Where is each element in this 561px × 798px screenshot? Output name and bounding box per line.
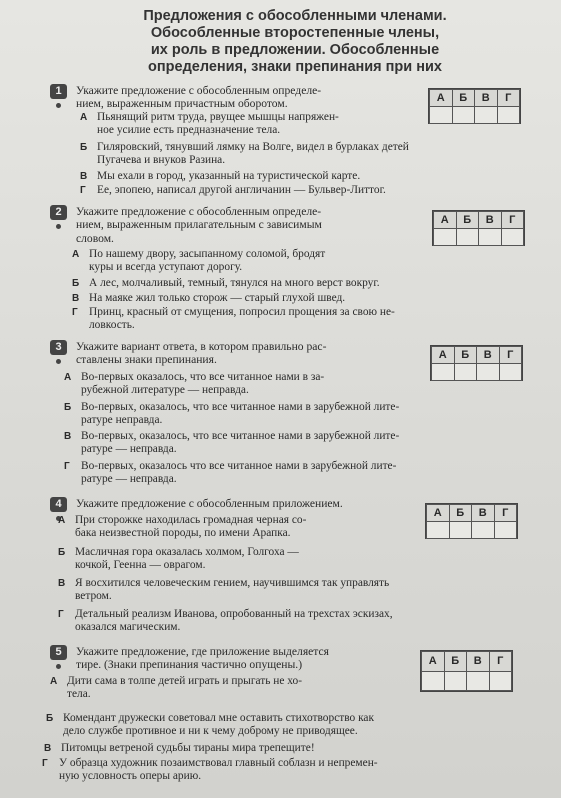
answer-cell[interactable] bbox=[475, 107, 498, 124]
option-text: Детальный реализм Иванова, опробованный на трехстах эскизах, оказался магическим. bbox=[75, 608, 393, 634]
option-text: Во-первых оказалось, что все читанное нами в за- рубежной литературе — неправда. bbox=[81, 371, 325, 397]
option-text: У образца художник позаимствовал главный соблазн и непремен- ную условность оперы арию. bbox=[59, 757, 378, 783]
option-letter: Б bbox=[58, 547, 66, 558]
grid-header: Б bbox=[444, 652, 467, 672]
grid-header: В bbox=[477, 347, 500, 364]
grid-header: В bbox=[479, 212, 502, 229]
grid-header: Б bbox=[454, 347, 477, 364]
answer-cell[interactable] bbox=[479, 229, 502, 246]
answer-cell[interactable] bbox=[434, 229, 457, 246]
answer-cell[interactable] bbox=[477, 364, 500, 381]
grid-header: А bbox=[430, 90, 453, 107]
answer-cell[interactable] bbox=[444, 671, 467, 691]
title-line: Обособленные второстепенные члены, bbox=[150, 25, 440, 41]
option-letter: А bbox=[72, 249, 80, 260]
grid-header: В bbox=[467, 652, 490, 672]
answer-cell[interactable] bbox=[472, 522, 495, 539]
option-letter: Г bbox=[58, 609, 64, 620]
bullet-dot bbox=[56, 359, 61, 364]
grid-header: В bbox=[472, 505, 495, 522]
answer-grid-4[interactable] bbox=[425, 503, 518, 539]
option-letter: Г bbox=[80, 185, 86, 196]
option-letter: Г bbox=[42, 758, 48, 769]
option-text: Ее, эпопею, написал другой англичанин — Бульвер-Литтог. bbox=[97, 184, 386, 196]
grid-header: Г bbox=[489, 652, 512, 672]
question-number: 2 bbox=[50, 205, 67, 220]
option-letter: Г bbox=[72, 307, 78, 318]
answer-cell[interactable] bbox=[494, 522, 517, 539]
title-line: определения, знаки препинания при них bbox=[148, 59, 442, 75]
grid-header: Б bbox=[456, 212, 479, 229]
question-text: Укажите вариант ответа, в котором правильно рас- ставлены знаки препинания. bbox=[76, 340, 327, 367]
answer-cell[interactable] bbox=[452, 107, 475, 124]
title-line: их роль в предложении. Обособленные bbox=[150, 42, 440, 58]
question-text: Укажите предложение с обособленным определе- нием, выраженным причастным оборотом. bbox=[76, 84, 322, 111]
option-text: Пьянящий ритм труда, рвущее мышцы напряжен- ное усилие есть предназначение тела. bbox=[97, 111, 339, 137]
answer-cell[interactable] bbox=[497, 107, 520, 124]
answer-cell[interactable] bbox=[467, 671, 490, 691]
bullet-dot bbox=[56, 224, 61, 229]
grid-header: Г bbox=[494, 505, 517, 522]
option-letter: Г bbox=[64, 461, 70, 472]
answer-cell[interactable] bbox=[456, 229, 479, 246]
option-letter: В bbox=[58, 578, 66, 589]
grid-header: Б bbox=[449, 505, 472, 522]
option-text: Комендант дружески советовал мне оставить стихотворство как дело службе противное и ни к чему доброму не приводящее. bbox=[63, 712, 375, 738]
grid-header: В bbox=[475, 90, 498, 107]
option-text: Принц, красный от смущения, попросил прощения за свою не- ловкость. bbox=[89, 306, 395, 332]
option-text: Питомцы ветреной судьбы тираны мира трепещите! bbox=[61, 742, 315, 754]
option-text: А лес, молчаливый, темный, тянулся на много верст вокруг. bbox=[89, 277, 380, 289]
bullet-dot bbox=[56, 664, 61, 669]
answer-cell[interactable] bbox=[430, 107, 453, 124]
option-letter: А bbox=[64, 372, 72, 383]
answer-cell[interactable] bbox=[427, 522, 450, 539]
option-text: Я восхитился человеческим гением, научившимся так управлять ветром. bbox=[75, 577, 390, 603]
answer-cell[interactable] bbox=[422, 671, 445, 691]
option-letter: Б bbox=[80, 142, 88, 153]
option-letter: В bbox=[64, 431, 72, 442]
option-text: При сторожке находилась громадная черная со- бака неизвестной породы, по имени Арапка. bbox=[75, 514, 307, 540]
option-text: По нашему двору, засыпанному соломой, бродят куры и всегда уступают дорогу. bbox=[89, 248, 326, 274]
question-text: Укажите предложение, где приложение выделяется тире. (Знаки препинания частично опущены.) bbox=[76, 645, 329, 672]
option-text: Во-первых, оказалось, что все читанное нами в зарубежной лите- ратуре неправда. bbox=[81, 401, 400, 427]
page-title bbox=[100, 8, 490, 76]
grid-header: Г bbox=[497, 90, 520, 107]
grid-header: А bbox=[432, 347, 455, 364]
answer-cell[interactable] bbox=[454, 364, 477, 381]
option-text: На маяке жил только сторож — старый глухой швед. bbox=[89, 292, 346, 304]
option-letter: В bbox=[44, 743, 52, 754]
bullet-dot bbox=[56, 103, 61, 108]
answer-cell[interactable] bbox=[432, 364, 455, 381]
option-text: Масличная гора оказалась холмом, Голгоха — кочкой, Геенна — оврагом. bbox=[75, 546, 299, 572]
answer-cell[interactable] bbox=[449, 522, 472, 539]
option-text: Гиляровский, тянувший лямку на Волге, видел в бурлаках детей Пугачева и внуков Разина. bbox=[97, 141, 409, 167]
option-letter: А bbox=[50, 676, 58, 687]
question-text: Укажите предложение с обособленным приложением. bbox=[76, 497, 343, 510]
question-number: 3 bbox=[50, 340, 67, 355]
answer-grid-3[interactable] bbox=[430, 345, 523, 381]
grid-header: А bbox=[422, 652, 445, 672]
option-letter: Б bbox=[64, 402, 72, 413]
option-text: Во-первых, оказалось, что все читанное нами в зарубежной лите- ратуре — неправда. bbox=[81, 430, 400, 456]
grid-header: А bbox=[434, 212, 457, 229]
answer-cell[interactable] bbox=[489, 671, 512, 691]
grid-header: Г bbox=[501, 212, 524, 229]
grid-header: Г bbox=[499, 347, 522, 364]
grid-header: А bbox=[427, 505, 450, 522]
answer-cell[interactable] bbox=[501, 229, 524, 246]
grid-header: Б bbox=[452, 90, 475, 107]
option-letter: А bbox=[80, 112, 88, 123]
question-text: Укажите предложение с обособленным определе- нием, выраженным прилагательным с зависимым словом. bbox=[76, 205, 322, 245]
option-letter: Б bbox=[46, 713, 54, 724]
answer-grid-1[interactable] bbox=[428, 88, 521, 124]
answer-grid-2[interactable] bbox=[432, 210, 525, 246]
answer-cell[interactable] bbox=[499, 364, 522, 381]
title-line: Предложения с обособленными членами. bbox=[143, 8, 447, 24]
option-letter: Б bbox=[72, 278, 80, 289]
question-number: 4 bbox=[50, 497, 67, 512]
option-letter: В bbox=[80, 171, 88, 182]
option-text: Дити сама в толпе детей играть и прыгать не хо- тела. bbox=[67, 675, 303, 701]
answer-grid-5[interactable] bbox=[420, 650, 513, 692]
question-number: 5 bbox=[50, 645, 67, 660]
option-text: Во-первых, оказалось что все читанное нами в зарубежной лите- ратуре — неправда. bbox=[81, 460, 397, 486]
question-number: 1 bbox=[50, 84, 67, 99]
option-letter: А bbox=[58, 515, 66, 526]
option-letter: В bbox=[72, 293, 80, 304]
option-text: Мы ехали в город, указанный на туристической карте. bbox=[97, 170, 361, 182]
